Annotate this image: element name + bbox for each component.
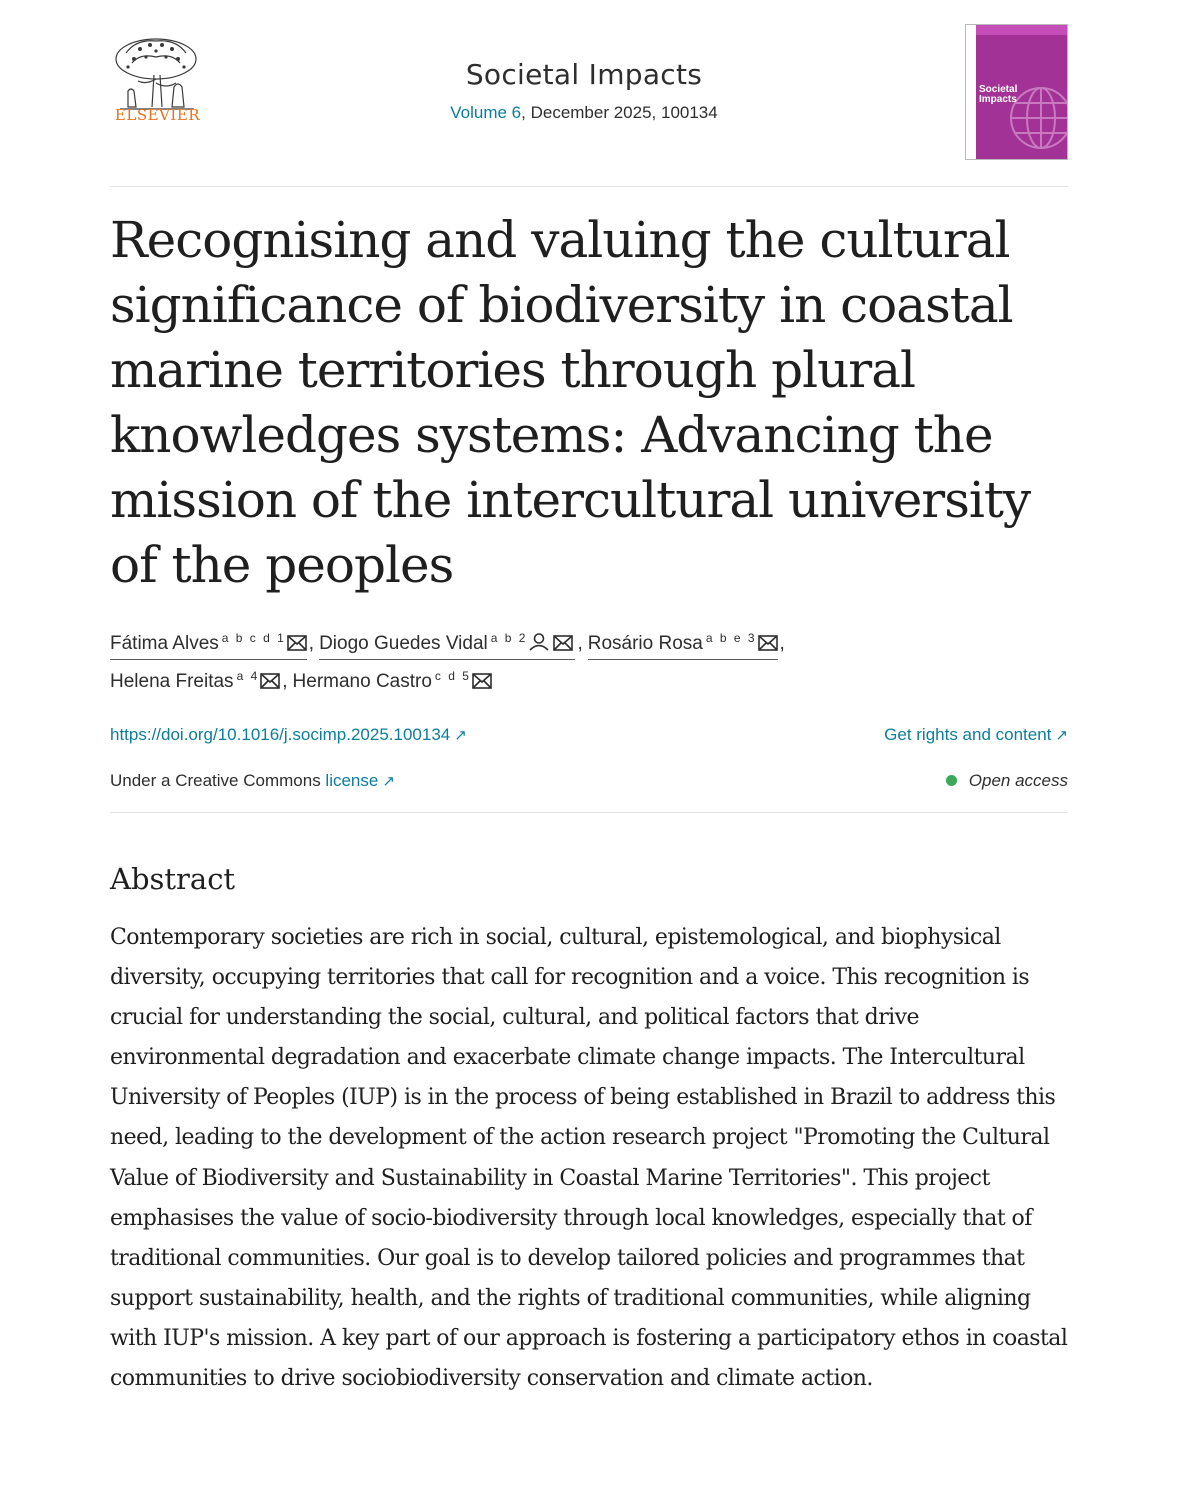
journal-cover-image[interactable] (965, 24, 1068, 160)
license-prefix: Under a Creative Commons (110, 771, 326, 790)
license-link[interactable]: license ↗ (325, 771, 395, 790)
author-link[interactable]: Diogo Guedes Vidal $^{a b 2}$ (319, 624, 575, 660)
open-access-badge: Open access (946, 771, 1068, 791)
author-link[interactable]: Hermano Castro $^{c d 5}$ (293, 662, 492, 697)
author-link[interactable]: Rosário Rosa $^{a b e 3}$ (588, 624, 778, 660)
publisher-name: ELSEVIER (114, 106, 201, 124)
doi-row (110, 725, 1068, 745)
journal-info (330, 58, 838, 123)
cover-title: Societal Impacts (979, 84, 1018, 105)
get-rights-link[interactable]: Get rights and content ↗ (884, 725, 1068, 744)
license-row (110, 771, 1068, 791)
meta-divider (110, 812, 1068, 813)
article-title: Recognising and valuing the cultural significance of biodiversity in coastal marine territories through plural knowledges systems: Advancing the mission of the intercultural university of the peoples (110, 211, 1031, 594)
abstract-text: Contemporary societies are rich in social, cultural, epistemological, and biophysical diversity, occupying territories that call for recognition and a voice. This recognition is crucial for understanding the social, cultural, and political factors that drive environmental degradation and exacerbate climate change impacts. The Intercultural University of Peoples (IUP) is in the process of being established in Brazil to address this need, leading to the development of the action research project "Promoting the Cultural Value of Biodiversity and Sustainability in Coastal Marine Territories". This project emphasises the value of socio-biodiversity through local knowledges, especially that of traditional communities. Our goal is to develop tailored policies and programmes that support sustainability, health, and the rights of traditional communities, while aligning with IUP's mission. A key part of our approach is fostering a participatory ethos in coastal communities to drive sociobiodiversity conservation and climate action. (110, 925, 1068, 1392)
author-link[interactable]: Fátima Alves $^{a b c d 1}$ (110, 624, 307, 660)
envelope-icon (472, 673, 492, 689)
cover-topbar (976, 25, 1068, 35)
issue-details: , December 2025, 100134 (521, 103, 718, 122)
person-icon (528, 633, 550, 651)
external-link-arrow-icon: ↗ (1055, 727, 1068, 744)
external-link-arrow-icon: ↗ (454, 727, 467, 744)
external-link-arrow-icon: ↗ (382, 773, 395, 790)
envelope-icon (758, 635, 778, 651)
journal-title[interactable]: Societal Impacts (465, 58, 703, 91)
author-list: Fátima Alves $^{a b c d 1}$ , Diogo Guedes Vidal $^{a b 2}$ , Rosário Rosa $^{a b e 3}$ , Helena Freitas $^{a 4}$ , Hermano Castro $^{c d 5}$ (110, 624, 1068, 700)
header-divider (110, 186, 1068, 187)
envelope-icon (551, 635, 575, 651)
author-link[interactable]: Helena Freitas $^{a 4}$ (110, 662, 280, 697)
envelope-icon (260, 673, 280, 689)
cover-strip (966, 25, 976, 159)
journal-header (110, 22, 1068, 162)
abstract-heading: Abstract (110, 862, 236, 896)
journal-issue (330, 103, 838, 123)
open-access-dot (946, 775, 957, 786)
envelope-icon (287, 635, 307, 651)
doi-link[interactable]: https://doi.org/10.1016/j.socimp.2025.100134 ↗ (110, 725, 467, 744)
volume-link[interactable]: Volume 6 (450, 103, 522, 122)
